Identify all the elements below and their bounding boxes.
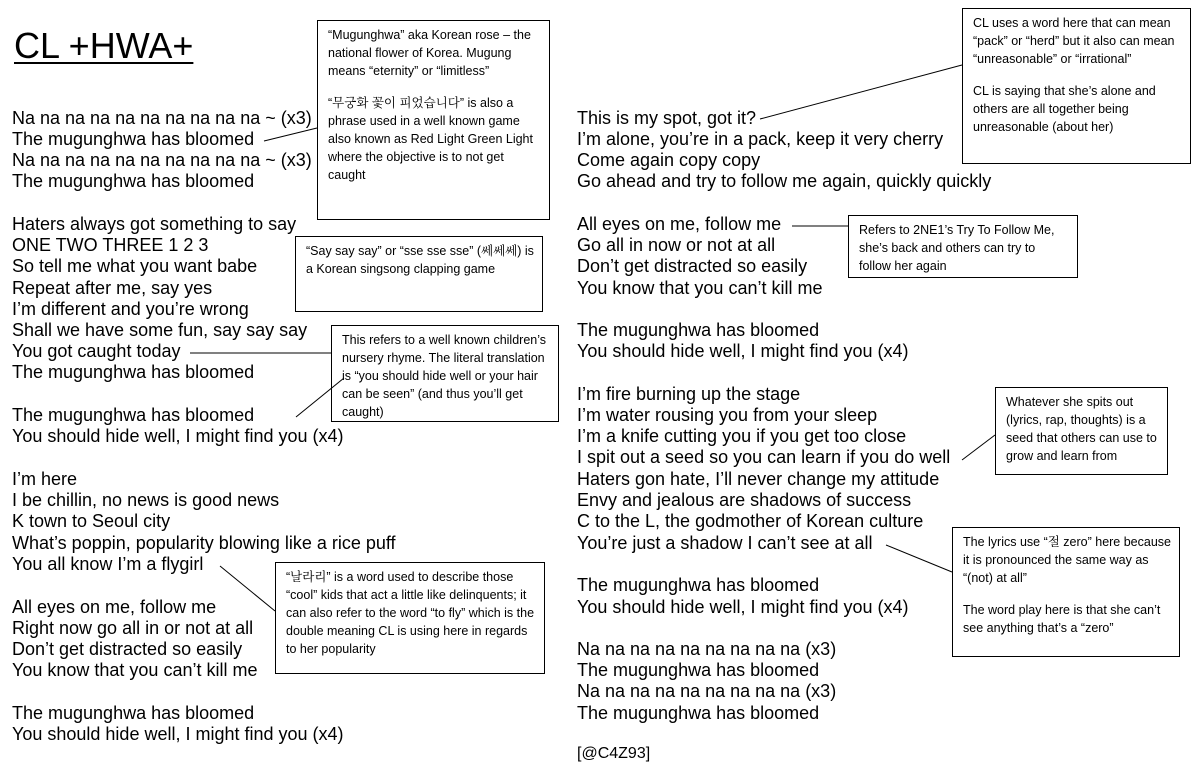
leader-line: [962, 435, 995, 460]
note-text: CL is saying that she’s alone and others are all together being unreasonable (about her): [973, 84, 1156, 134]
lyric-line: ONE TWO THREE 1 2 3: [12, 235, 209, 255]
lyric-line: I’m fire burning up the stage: [577, 384, 801, 404]
lyric-line: I’m alone, you’re in a pack, keep it very cherry: [577, 129, 944, 149]
lyric-line: You should hide well, I might find you (x4): [12, 426, 344, 446]
lyric-line: You should hide well, I might find you (x4): [577, 597, 909, 617]
lyric-line: Haters gon hate, I’ll never change my attitude: [577, 469, 940, 489]
lyric-line: I’m here: [12, 469, 78, 489]
leader-line: [264, 128, 317, 141]
lyric-line: What’s poppin, popularity blowing like a rice puff: [12, 533, 396, 553]
lyric-line: Na na na na na na na na na na ~ (x3): [12, 150, 312, 170]
lyric-line: Don’t get distracted so easily: [577, 256, 808, 276]
lyric-line: Repeat after me, say yes: [12, 278, 213, 298]
lyric-line: Come again copy copy: [577, 150, 761, 170]
lyric-line: Envy and jealous are shadows of success: [577, 490, 912, 510]
note-text: “Mugunghwa” aka Korean rose – the national flower of Korea. Mugung means “eternity” or “limitless”: [328, 28, 531, 78]
lyric-line: You all know I’m a flygirl: [12, 554, 204, 574]
leader-line: [760, 65, 962, 119]
lyric-line: I spit out a seed so you can learn if you do well: [577, 447, 951, 467]
note-text: The lyrics use “절 zero” here because it is pronounced the same way as “(not) at all”: [963, 535, 1171, 585]
lyric-line: The mugunghwa has bloomed: [577, 660, 820, 680]
lyric-line: C to the L, the godmother of Korean culture: [577, 511, 924, 531]
note-text: CL uses a word here that can mean “pack” or “herd” but it also can mean “unreasonable” or “irrational”: [973, 16, 1175, 66]
lyric-line: Shall we have some fun, say say say: [12, 320, 308, 340]
song-title: CL +HWA+: [14, 25, 194, 66]
lyric-line: You should hide well, I might find you (x4): [577, 341, 909, 361]
lyric-line: This is my spot, got it?: [577, 108, 757, 128]
note-say-say-say: [295, 236, 543, 312]
lyric-line: So tell me what you want babe: [12, 256, 258, 276]
lyric-line: You know that you can’t kill me: [12, 660, 258, 680]
credit-handle: [@C4Z93]: [577, 745, 651, 762]
lyric-line: I’m different and you’re wrong: [12, 299, 249, 319]
lyric-line: The mugunghwa has bloomed: [12, 171, 255, 191]
lyric-line: K town to Seoul city: [12, 511, 171, 531]
lyric-line: You got caught today: [12, 341, 181, 361]
lyric-line: Na na na na na na na na na na ~ (x3): [12, 108, 312, 128]
note-flygirl: [275, 562, 545, 674]
lyric-line: You know that you can’t kill me: [577, 278, 823, 298]
leader-line: [220, 566, 275, 611]
note-text: “Say say say” or “sse sse sse” (쎄쎄쎄) is a Korean singsong clapping game: [306, 244, 534, 276]
lyric-line: Don’t get distracted so easily: [12, 639, 243, 659]
note-zero: [952, 527, 1180, 657]
lyric-line: You’re just a shadow I can’t see at all: [577, 533, 873, 553]
lyric-line: I’m water rousing you from your sleep: [577, 405, 878, 425]
leader-line: [886, 545, 952, 572]
note-mugunghwa: [317, 20, 550, 220]
lyric-line: The mugunghwa has bloomed: [12, 703, 255, 723]
note-text: Whatever she spits out (lyrics, rap, thoughts) is a seed that others can use to grow and learn from: [1006, 395, 1157, 463]
lyric-line: Right now go all in or not at all: [12, 618, 254, 638]
lyric-line: The mugunghwa has bloomed: [12, 405, 255, 425]
note-try-to-follow-me: [848, 215, 1078, 278]
lyric-line: I’m a knife cutting you if you get too close: [577, 426, 907, 446]
lyric-line: All eyes on me, follow me: [577, 214, 782, 234]
lyric-line: All eyes on me, follow me: [12, 597, 217, 617]
lyric-line: I be chillin, no news is good news: [12, 490, 280, 510]
lyric-line: Haters always got something to say: [12, 214, 297, 234]
lyric-line: Go ahead and try to follow me again, quickly quickly: [577, 171, 992, 191]
note-seed: [995, 387, 1168, 475]
note-text: This refers to a well known children’s nursery rhyme. The literal translation is “you should hide well or your hair can be seen” (and thus you’ll get caught): [342, 333, 547, 419]
note-pack: [962, 8, 1191, 164]
lyric-line: Go all in now or not at all: [577, 235, 776, 255]
lyric-line: You should hide well, I might find you (x4): [12, 724, 344, 744]
lyric-line: The mugunghwa has bloomed: [577, 703, 820, 723]
note-text: “날라리” is a word used to describe those “cool” kids that act a little like delinquents; it can also refer to the word “to fly” which is the double meaning CL is using here in regards to her popularity: [286, 570, 535, 656]
note-nursery-rhyme: [331, 325, 559, 422]
note-text: Refers to 2NE1’s Try To Follow Me, she’s back and others can try to follow her again: [859, 223, 1055, 273]
lyric-line: The mugunghwa has bloomed: [12, 362, 255, 382]
lyric-line: The mugunghwa has bloomed: [577, 320, 820, 340]
note-text: The word play here is that she can’t see anything that’s a “zero”: [963, 603, 1161, 635]
note-text: “무궁화 꽃이 피었습니다” is also a phrase used in a well known game also known as Red Light Green Light where the objective is to not get caught: [328, 96, 533, 182]
lyric-line: Na na na na na na na na na (x3): [577, 639, 837, 659]
lyric-line: Na na na na na na na na na (x3): [577, 681, 837, 701]
lyric-line: The mugunghwa has bloomed: [577, 575, 820, 595]
lyric-line: The mugunghwa has bloomed: [12, 129, 255, 149]
